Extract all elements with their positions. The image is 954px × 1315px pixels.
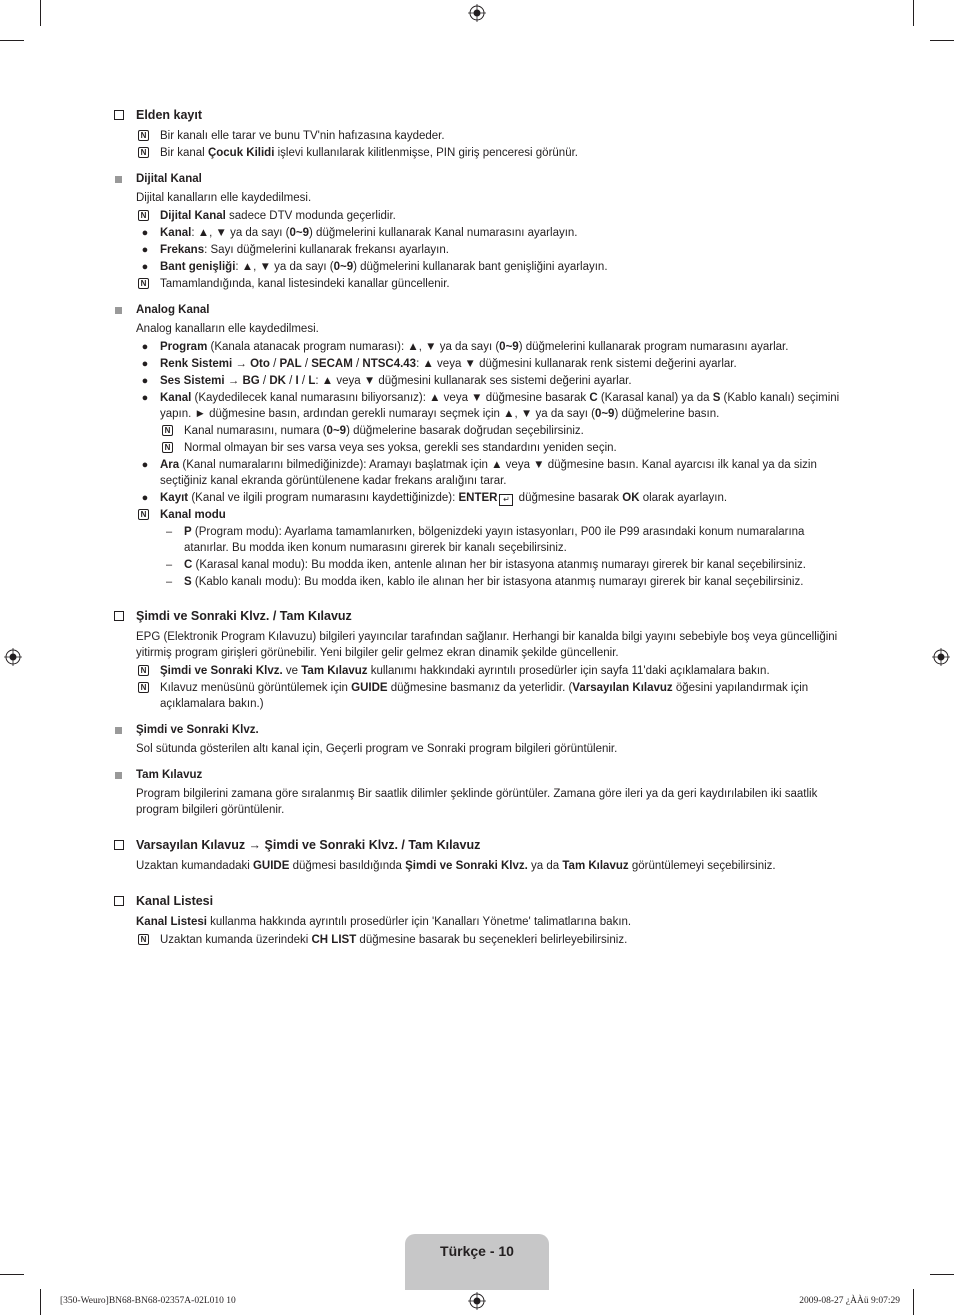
section-heading-varsayilan-kilavuz: Varsayılan Kılavuz → Şimdi ve Sonraki Klvz. / Tam Kılavuz: [112, 838, 847, 852]
paragraph: Sol sütunda gösterilen altı kanal için, Geçerli program ve Sonraki program bilgileri görüntülenir.: [136, 743, 618, 755]
note-item: N Bir kanalı elle tarar ve bunu TV'nin hafızasına kaydeder.: [112, 128, 847, 144]
registration-mark-icon: [4, 648, 22, 666]
list-item: ● Kayıt (Kanal ve ilgili program numarasını kaydettiğinizde): ENTER ↵ düğmesine basarak OK olarak ayarlayın.: [141, 492, 728, 504]
subheading-analog-kanal: Analog Kanal: [112, 304, 847, 316]
note-item: N Uzaktan kumanda üzerindeki CH LIST düğmesine basarak bu seçenekleri belirleyebilirsiniz.: [112, 932, 847, 948]
crop-mark: [40, 0, 41, 26]
note-item: N Kanal modu: [112, 507, 847, 523]
list-item: ● Kanal: ▲, ▼ ya da sayı (0~9) düğmelerini kullanarak Kanal numarasını ayarlayın.: [141, 227, 578, 239]
crop-mark: [930, 40, 954, 41]
section-heading-kanal-listesi: Kanal Listesi: [112, 894, 847, 908]
note-item: N Normal olmayan bir ses varsa veya ses yoksa, gerekli ses standardını yeniden seçin.: [112, 440, 847, 456]
print-slug-left: [350-Weuro]BN68-BN68-02357A-02L010 10: [60, 1296, 236, 1306]
note-item: N Kanal numarasını, numara (0~9) düğmelerine basarak doğrudan seçebilirsiniz.: [112, 423, 847, 439]
note-icon: N: [138, 682, 149, 693]
checkbox-icon: [114, 896, 124, 906]
section-heading-simdi-sonraki: Şimdi ve Sonraki Klvz. / Tam Kılavuz: [112, 609, 847, 623]
note-icon: N: [138, 934, 149, 945]
paragraph: Uzaktan kumandadaki GUIDE düğmesi basıldığında Şimdi ve Sonraki Klvz. ya da Tam Kılavuz görüntülemeyi seçebilirsiniz.: [136, 860, 776, 872]
paragraph: Kanal Listesi kullanma hakkında ayrıntılı prosedürler için 'Kanalları Yönetme' talimatlarına bakın.: [136, 916, 632, 928]
registration-mark-icon: [468, 1292, 486, 1310]
section-heading-elden-kayit: Elden kayıt: [112, 108, 847, 122]
subheading-tam-kilavuz: Tam Kılavuz: [112, 769, 847, 781]
note-icon: N: [138, 210, 149, 221]
note-icon: N: [138, 509, 149, 520]
list-item: – S (Kablo kanalı modu): Bu modda iken, kablo ile alınan her bir istasyona atanmış numarayı girerek bir kanal seçebilirsiniz.: [165, 576, 804, 588]
crop-mark: [913, 0, 914, 26]
note-icon: N: [138, 665, 149, 676]
list-item: ● Ses Sistemi → BG / DK / I / L: ▲ veya ▼ düğmesini kullanarak ses sistemi değerini ayarlar.: [141, 375, 632, 387]
paragraph: Program bilgilerini zamana göre sıralanmış Bir saatlik dilimler şeklinde görüntüler. Zamana göre ileri ya da geri kaydırılabilen iki saatlik program bilgileri görüntülenir.: [136, 788, 818, 816]
list-item: – C (Karasal kanal modu): Bu modda iken, antenle alınan her bir istasyona atanmış numarayı girerek bir kanal seçebilirsiniz.: [165, 559, 806, 571]
print-slug-right: 2009-08-27 ¿ÀÀü 9:07:29: [799, 1296, 900, 1306]
list-item: ● Ara (Kanal numaralarını bilmediğinizde): Aramayı başlatmak için ▲ veya ▼ düğmesine basın. Kanal ayarcısı ilk kanal ya da sizin seçtiğiniz kanal ekranda görüntülenene kadar frekans aralığını tarar.: [141, 459, 817, 487]
paragraph: EPG (Elektronik Program Kılavuzu) bilgileri yayıncılar tarafından sağlanır. Herhangi bir kanalda bilgi yayını sebebiyle boş veya güncelliğini yitirmiş program girişleri görünebilir. Yeni bilgiler gelir gelmez ekran dinamik şekilde güncellenir.: [136, 631, 838, 659]
crop-mark: [913, 1289, 914, 1315]
crop-mark: [0, 40, 24, 41]
paragraph: Analog kanalların elle kaydedilmesi.: [136, 323, 319, 335]
note-icon: N: [138, 130, 149, 141]
registration-mark-icon: [932, 648, 950, 666]
registration-mark-icon: [468, 4, 486, 22]
note-icon: N: [162, 442, 173, 453]
crop-mark: [0, 1274, 24, 1275]
enter-icon: ↵: [499, 494, 513, 506]
note-item: N Tamamlandığında, kanal listesindeki kanallar güncellenir.: [112, 276, 847, 292]
checkbox-icon: [114, 110, 124, 120]
note-icon: N: [138, 278, 149, 289]
note-item: N Bir kanal Çocuk Kilidi işlevi kullanılarak kilitlenmişse, PIN giriş penceresi görünür.: [112, 145, 847, 161]
paragraph: Dijital kanalların elle kaydedilmesi.: [136, 192, 312, 204]
subheading-simdi-sonraki: Şimdi ve Sonraki Klvz.: [112, 724, 847, 736]
list-item: ● Bant genişliği: ▲, ▼ ya da sayı (0~9) düğmelerini kullanarak bant genişliğini ayarlayın.: [141, 261, 608, 273]
note-icon: N: [138, 147, 149, 158]
note-item: N Dijital Kanal sadece DTV modunda geçerlidir.: [112, 208, 847, 224]
page-number-tab: Türkçe - 10: [405, 1234, 549, 1290]
crop-mark: [930, 1274, 954, 1275]
note-item: N Şimdi ve Sonraki Klvz. ve Tam Kılavuz kullanımı hakkındaki ayrıntılı prosedürler için sayfa 11'daki açıklamalara bakın.: [112, 663, 847, 679]
page-content: [112, 108, 847, 949]
list-item: ● Kanal (Kaydedilecek kanal numarasını biliyorsanız): ▲ veya ▼ düğmesine basarak C (Karasal kanal) ya da S (Kablo kanalı) seçimini yapın. ► düğmesine basın, ardından gerekli numarayı seçmek için ▲, ▼ ya da sayı (0~9) düğmelerine basın.: [141, 392, 840, 420]
list-item: ● Frekans: Sayı düğmelerini kullanarak frekansı ayarlayın.: [141, 244, 449, 256]
crop-mark: [40, 1289, 41, 1315]
list-item: ● Renk Sistemi → Oto / PAL / SECAM / NTSC4.43: ▲ veya ▼ düğmesini kullanarak renk sistemi değerini ayarlar.: [141, 358, 737, 370]
list-item: ● Program (Kanala atanacak program numarası): ▲, ▼ ya da sayı (0~9) düğmelerini kullanarak program numarasını ayarlar.: [141, 341, 789, 353]
note-icon: N: [162, 425, 173, 436]
checkbox-icon: [114, 840, 124, 850]
checkbox-icon: [114, 611, 124, 621]
list-item: – P (Program modu): Ayarlama tamamlanırken, bölgenizdeki yayın istasyonları, P00 ile P99 arasındaki konum numaralarına atanırlar. Bu modda iken konum numarasını girerek bir kanalı seçebilirsiniz.: [165, 526, 805, 554]
note-item: N Kılavuz menüsünü görüntülemek için GUIDE düğmesine basmanız da yeterlidir. (Varsayılan Kılavuz öğesini yapılandırmak için açıklamalara bakın.): [112, 680, 847, 712]
subheading-dijital-kanal: Dijital Kanal: [112, 173, 847, 185]
